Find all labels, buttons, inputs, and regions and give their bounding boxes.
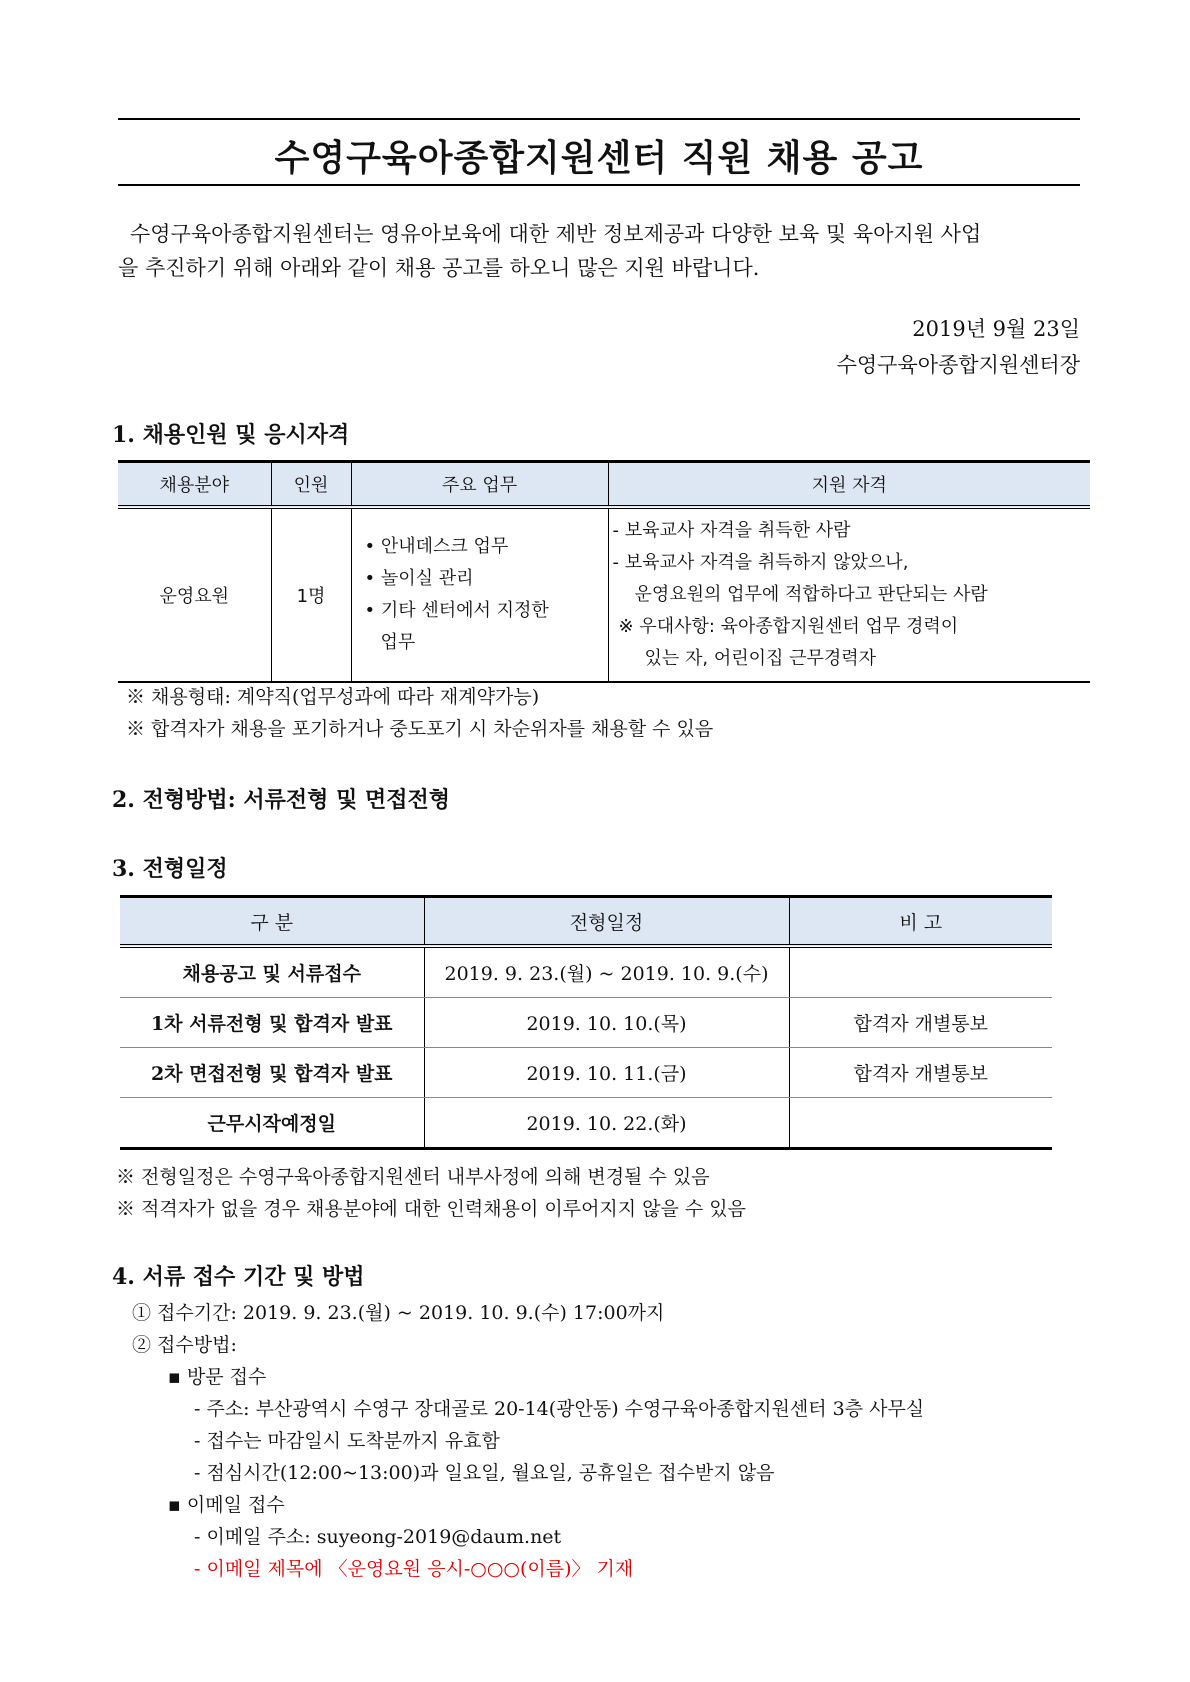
qualification-line: ※ 우대사항: 육아종합지원센터 업무 경력이	[618, 616, 959, 637]
header-schedule: 전형일정	[424, 897, 789, 947]
schedule-table	[120, 895, 1052, 1150]
cell-duties	[351, 507, 608, 682]
recruitment-table	[118, 460, 1090, 683]
email-submission-label: ▪ 이메일 접수	[168, 1494, 285, 1516]
schedule-remark: 합격자 개별통보	[789, 998, 1052, 1048]
header-item: 구 분	[120, 897, 424, 947]
schedule-remark	[789, 946, 1052, 998]
replacement-note: ※ 합격자가 채용을 포기하거나 중도포기 시 차순위자를 채용할 수 있음	[126, 718, 714, 740]
qualification-line: - 보육교사 자격을 취득하지 않았으나,	[612, 552, 909, 573]
schedule-item: 채용공고 및 서류접수	[120, 946, 424, 998]
qualification-line: - 보육교사 자격을 취득한 사람	[612, 520, 851, 541]
visit-deadline: - 접수는 마감일시 도착분까지 유효함	[194, 1430, 500, 1452]
submission-method: ② 접수방법:	[132, 1334, 237, 1356]
list-item: • 안내데스크 업무	[364, 536, 509, 557]
visit-address: - 주소: 부산광역시 수영구 장대골로 20-14(광안동) 수영구육아종합지원센터 3층 사무실	[194, 1398, 925, 1420]
section-2-heading: 2. 전형방법: 서류전형 및 면접전형	[112, 787, 451, 813]
table-row	[120, 1048, 1052, 1098]
title-bottom-rule	[118, 184, 1080, 186]
header-duties: 주요 업무	[351, 462, 608, 508]
qualification-line: 운영요원의 업무에 적합하다고 판단되는 사람	[634, 584, 988, 605]
schedule-change-note: ※ 전형일정은 수영구육아종합지원센터 내부사정에 의해 변경될 수 있음	[116, 1166, 710, 1188]
qualification-line: 있는 자, 어린이집 근무경력자	[644, 648, 877, 669]
cell-field: 운영요원	[159, 586, 230, 607]
submission-period: ① 접수기간: 2019. 9. 23.(월) ~ 2019. 10. 9.(수) 17:00까지	[132, 1302, 665, 1324]
title-top-rule	[118, 118, 1080, 120]
visit-closed-hours: - 점심시간(12:00~13:00)과 일요일, 월요일, 공휴일은 접수받지 않음	[194, 1462, 775, 1484]
section-4-heading: 4. 서류 접수 기간 및 방법	[112, 1264, 365, 1290]
schedule-item: 근무시작예정일	[120, 1098, 424, 1149]
schedule-table-header	[120, 897, 1052, 947]
section-3-heading: 3. 전형일정	[112, 856, 228, 882]
header-field: 채용분야	[118, 462, 271, 508]
schedule-date: 2019. 9. 23.(월) ~ 2019. 10. 9.(수)	[424, 946, 789, 998]
email-address: - 이메일 주소: suyeong-2019@daum.net	[194, 1526, 562, 1548]
list-item: • 기타 센터에서 지정한	[364, 600, 549, 621]
schedule-remark	[789, 1098, 1052, 1149]
schedule-date: 2019. 10. 22.(화)	[424, 1098, 789, 1149]
recruitment-table-header	[118, 462, 1090, 508]
schedule-date: 2019. 10. 10.(목)	[424, 998, 789, 1048]
email-subject-instruction: - 이메일 제목에 〈운영요원 응시-○○○(이름)〉 기재	[194, 1558, 634, 1580]
employment-type-note: ※ 채용형태: 계약직(업무성과에 따라 재계약가능)	[126, 686, 540, 708]
table-row	[120, 946, 1052, 998]
header-remark: 비 고	[789, 897, 1052, 947]
list-item: • 놀이실 관리	[364, 568, 474, 589]
schedule-remark: 합격자 개별통보	[789, 1048, 1052, 1098]
cell-qualifications	[608, 507, 1090, 682]
header-count: 인원	[271, 462, 351, 508]
table-row	[120, 1098, 1052, 1149]
list-item: 업무	[380, 632, 416, 653]
page-title: 수영구육아종합지원센터 직원 채용 공고	[274, 137, 924, 179]
intro-line-2: 을 추진하기 위해 아래와 같이 채용 공고를 하오니 많은 지원 바랍니다.	[118, 256, 760, 280]
duties-list	[353, 531, 607, 659]
schedule-item: 2차 면접전형 및 합격자 발표	[120, 1048, 424, 1098]
cell-count: 1명	[271, 507, 351, 682]
schedule-item: 1차 서류전형 및 합격자 발표	[120, 998, 424, 1048]
visit-submission-label: ▪ 방문 접수	[168, 1366, 267, 1388]
intro-line-1: 수영구육아종합지원센터는 영유아보육에 대한 제반 정보제공과 다양한 보육 및 육아지원 사업	[130, 222, 982, 246]
notice-date: 2019년 9월 23일	[912, 317, 1080, 341]
table-row	[118, 507, 1090, 682]
header-qualifications: 지원 자격	[608, 462, 1090, 508]
table-row	[120, 998, 1052, 1048]
schedule-date: 2019. 10. 11.(금)	[424, 1048, 789, 1098]
no-candidate-note: ※ 적격자가 없을 경우 채용분야에 대한 인력채용이 이루어지지 않을 수 있음	[116, 1198, 747, 1220]
notice-issuer: 수영구육아종합지원센터장	[836, 353, 1080, 377]
section-1-heading: 1. 채용인원 및 응시자격	[112, 422, 350, 448]
